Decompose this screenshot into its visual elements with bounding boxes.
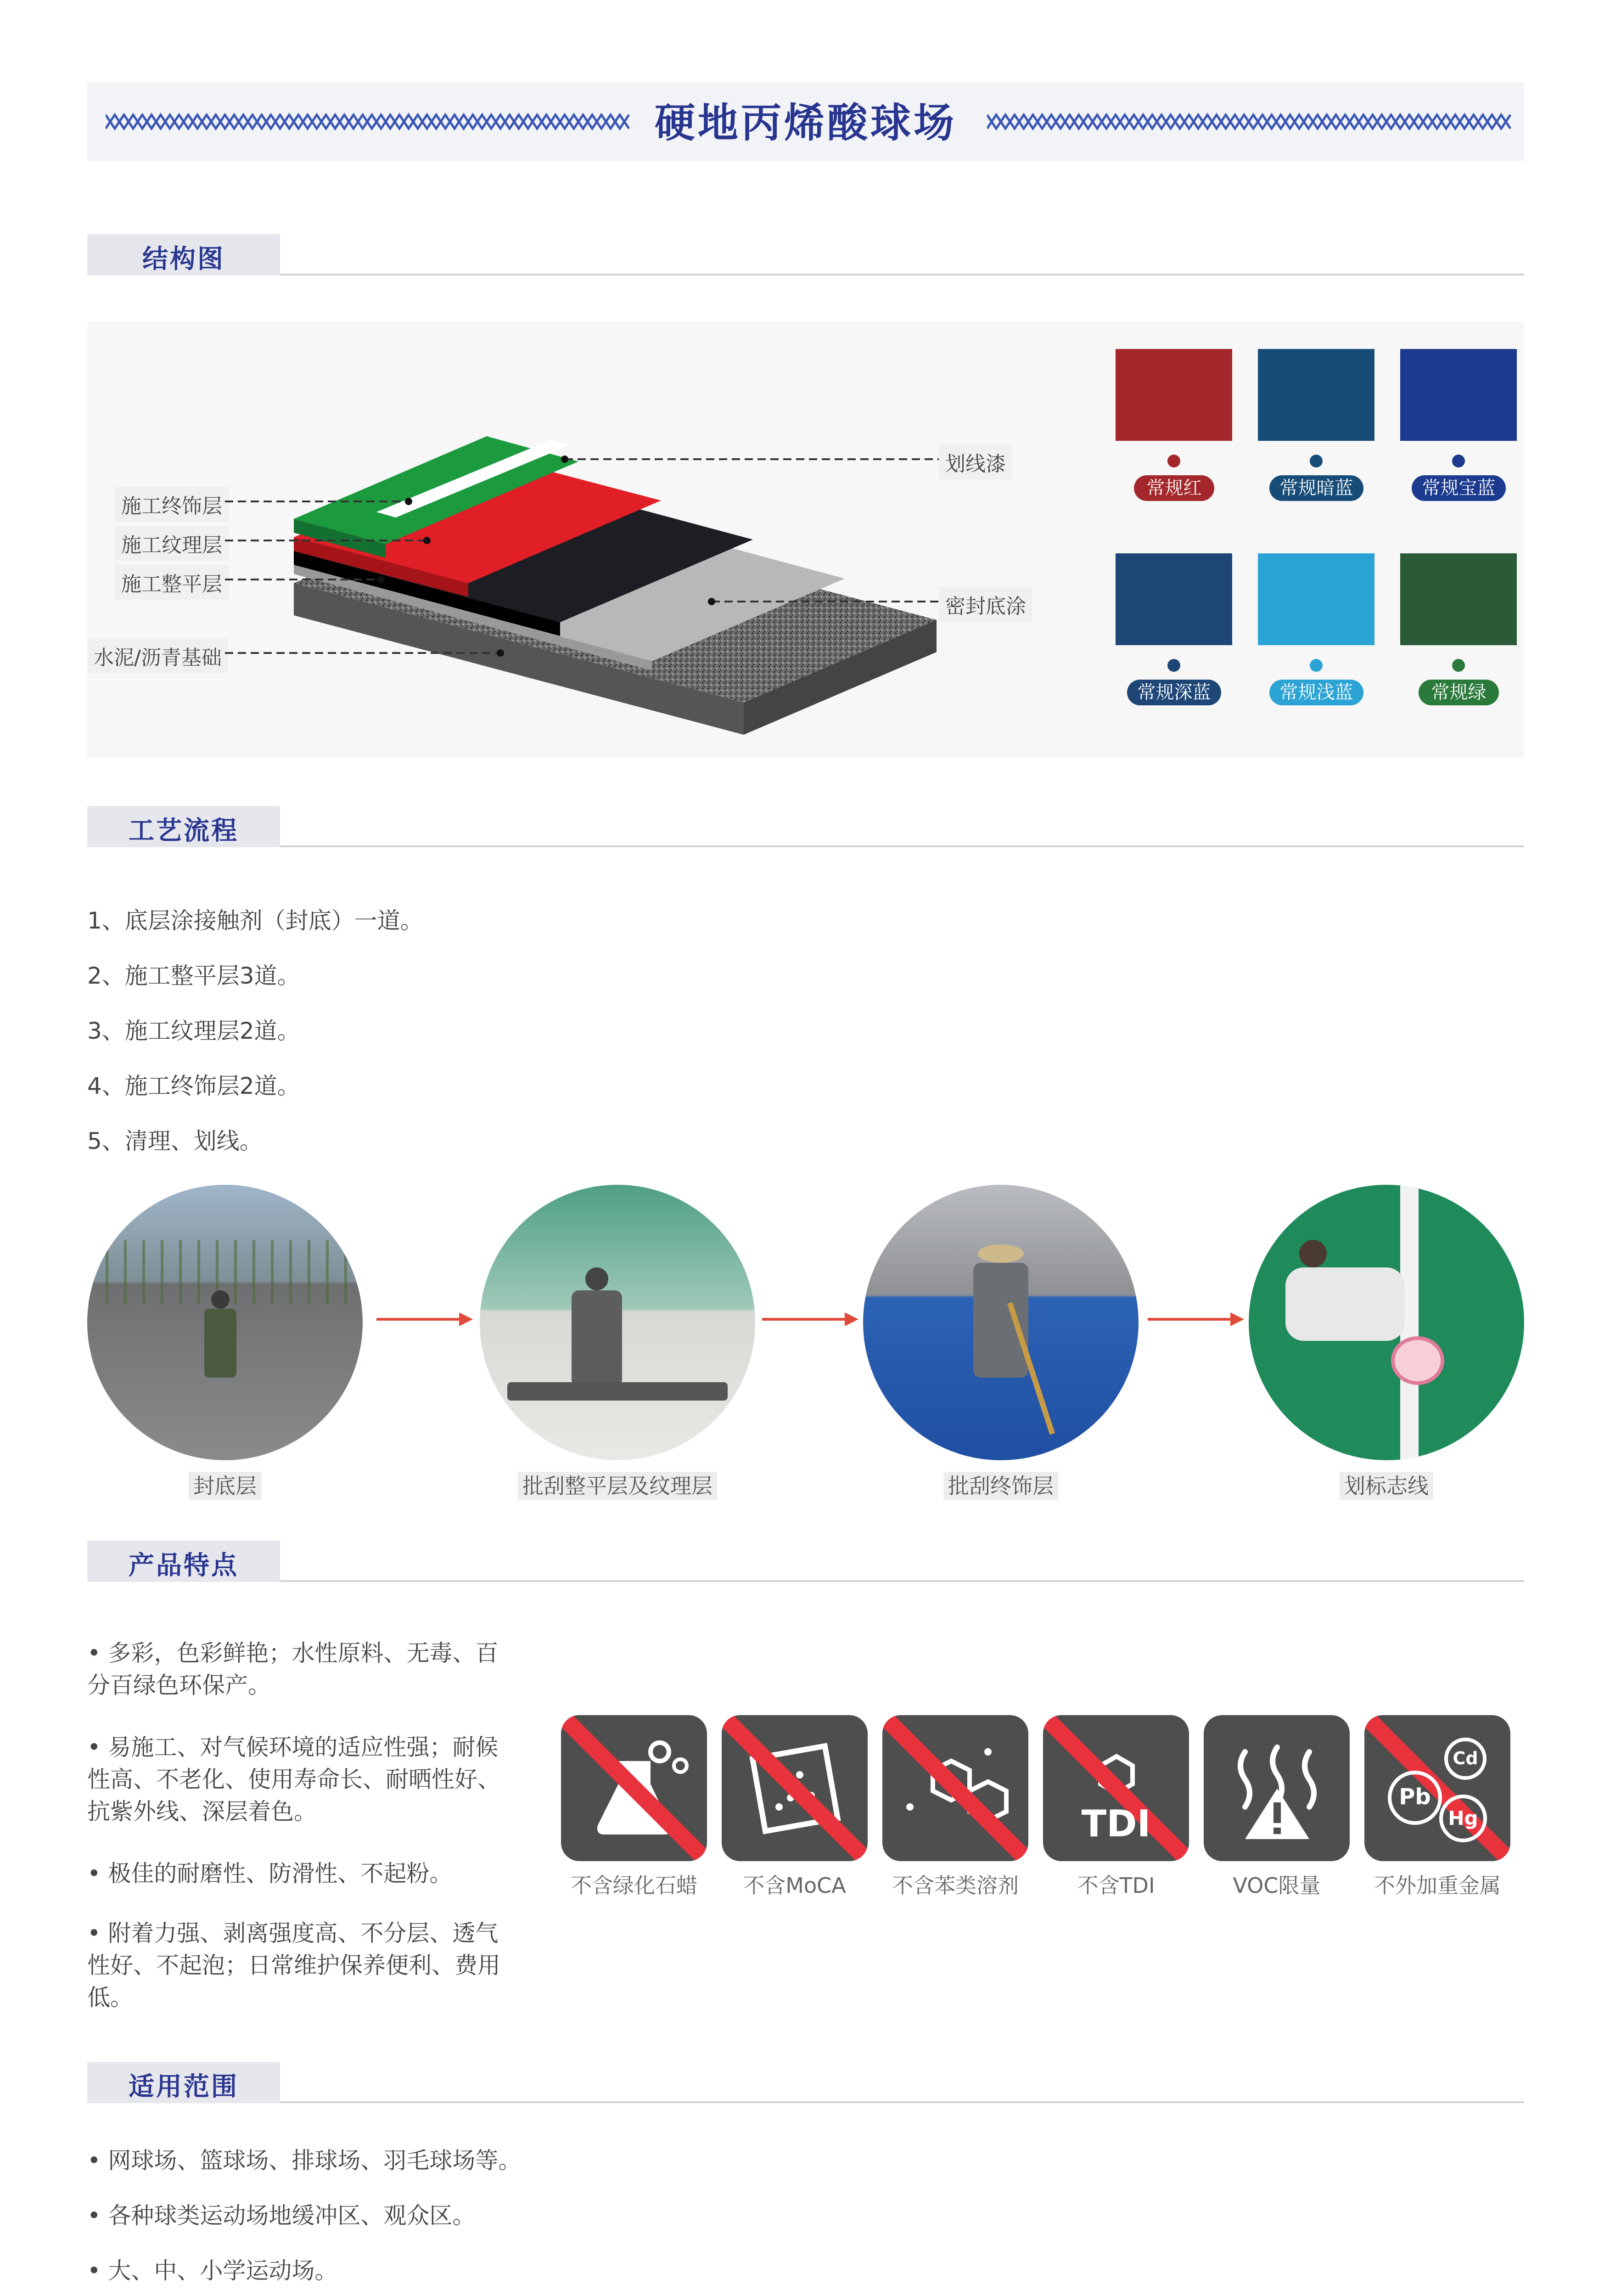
- voc-limit-icon: [1204, 1715, 1350, 1861]
- feature-icon-label: 不含MoCA: [743, 1873, 846, 1898]
- swatch-royal-blue[interactable]: [1400, 349, 1517, 441]
- label-texture-layer: 施工纹理层: [115, 526, 229, 561]
- section-header-scope: [87, 2062, 1524, 2103]
- feature-icon-label: 不含绿化石蜡: [571, 1873, 697, 1898]
- swatch-dot: [1452, 455, 1465, 467]
- page-title: 硬地丙烯酸球场: [654, 99, 957, 146]
- process-step: 4、施工终饰层2道。: [87, 1073, 300, 1099]
- arrow-head: [459, 1312, 473, 1326]
- feature-item: • 易施工、对气候环境的适应性强；耐候性高、不老化、使用寿命长、耐晒性好、抗紫外线、深层着色。: [87, 1734, 500, 1825]
- process-step: 2、施工整平层3道。: [87, 962, 300, 989]
- photo-caption: 批刮终饰层: [863, 1469, 1139, 1500]
- section-title: 结构图: [142, 244, 225, 274]
- section-header-features: [87, 1541, 1524, 1582]
- process-step: 3、施工纹理层2道。: [87, 1018, 300, 1044]
- section-title: 工艺流程: [129, 816, 239, 846]
- metal-label: Hg: [1448, 1807, 1478, 1829]
- section-header-structure: [87, 234, 1524, 276]
- swatch-deep-blue[interactable]: [1116, 553, 1232, 645]
- process-step: 5、清理、划线。: [87, 1128, 263, 1154]
- no-moca-icon: [722, 1715, 868, 1861]
- title-bar: [87, 83, 1524, 161]
- arrow-icon: [376, 1318, 468, 1321]
- structure-diagram-area: [87, 321, 1106, 758]
- process-step: 1、底层涂接触剂（封底）一道。: [87, 907, 423, 934]
- swatch-dot: [1167, 455, 1180, 467]
- zigzag-decoration-right: [987, 110, 1515, 133]
- swatch-dot: [1167, 659, 1180, 672]
- no-heavy-metal-icon: [1364, 1715, 1510, 1861]
- photo-level-texture-layer: [480, 1185, 755, 1460]
- feature-icon-label: 不含苯类溶剂: [892, 1873, 1019, 1898]
- scope-item: • 大、中、小学运动场。: [87, 2257, 338, 2284]
- photo-caption: 划标志线: [1249, 1469, 1524, 1500]
- photo-seal-layer: [87, 1185, 363, 1460]
- swatch-dark-blue[interactable]: [1258, 349, 1374, 441]
- swatch-red[interactable]: [1116, 349, 1232, 441]
- swatch-light-blue[interactable]: [1258, 553, 1374, 645]
- scope-item: • 网球场、篮球场、排球场、羽毛球场等。: [87, 2147, 522, 2174]
- feature-item: • 多彩，色彩鲜艳；水性原料、无毒、百分百绿色环保产。: [87, 1640, 499, 1699]
- leader-lines: [87, 321, 1106, 758]
- label-level-layer: 施工整平层: [115, 565, 229, 600]
- feature-icon-label: 不含TDI: [1077, 1873, 1155, 1898]
- swatch-label-dark-blue: 常规暗蓝: [1269, 475, 1363, 501]
- arrow-icon: [762, 1318, 854, 1321]
- swatch-label-deep-blue: 常规深蓝: [1127, 680, 1221, 705]
- no-benzene-solvent-icon: [882, 1715, 1028, 1861]
- swatch-label-light-blue: 常规浅蓝: [1269, 680, 1363, 705]
- metal-label: Cd: [1453, 1748, 1478, 1768]
- swatch-green[interactable]: [1400, 553, 1517, 645]
- arrow-head: [845, 1312, 858, 1326]
- label-line-paint: 划线漆: [939, 445, 1012, 479]
- no-tdi-icon: [1043, 1715, 1189, 1861]
- no-paraffin-icon: [561, 1715, 707, 1861]
- swatch-label-green: 常规绿: [1419, 680, 1499, 705]
- label-finish-layer: 施工终饰层: [115, 487, 229, 522]
- section-title: 产品特点: [129, 1551, 239, 1581]
- photo-caption: 封底层: [87, 1469, 363, 1500]
- arrow-head: [1230, 1312, 1244, 1326]
- color-swatch-panel: [1106, 321, 1524, 758]
- section-title: 适用范围: [129, 2072, 239, 2102]
- swatch-dot: [1310, 455, 1323, 467]
- swatch-label-red: 常规红: [1134, 475, 1214, 501]
- metal-label: Pb: [1399, 1784, 1431, 1810]
- arrow-icon: [1148, 1318, 1240, 1321]
- swatch-dot: [1310, 659, 1323, 672]
- swatch-label-royal-blue: 常规宝蓝: [1412, 475, 1506, 501]
- tdi-text: TDI: [1081, 1802, 1151, 1845]
- feature-icon-label: 不外加重金属: [1374, 1873, 1501, 1898]
- photo-marking-lines: [1249, 1185, 1524, 1460]
- feature-item: • 附着力强、剥离强度高、不分层、透气性好、不起泡；日常维护保养便利、费用低。: [87, 1920, 500, 2011]
- label-base-layer: 水泥/沥青基础: [87, 638, 228, 673]
- label-seal-primer: 密封底涂: [939, 587, 1032, 622]
- photo-finish-layer: [863, 1185, 1139, 1460]
- scope-item: • 各种球类运动场地缓冲区、观众区。: [87, 2202, 476, 2229]
- feature-item: • 极佳的耐磨性、防滑性、不起粉。: [87, 1860, 453, 1887]
- section-header-process: [87, 806, 1524, 847]
- feature-icon-label: VOC限量: [1233, 1873, 1321, 1898]
- swatch-dot: [1452, 659, 1465, 672]
- photo-caption: 批刮整平层及纹理层: [480, 1469, 755, 1500]
